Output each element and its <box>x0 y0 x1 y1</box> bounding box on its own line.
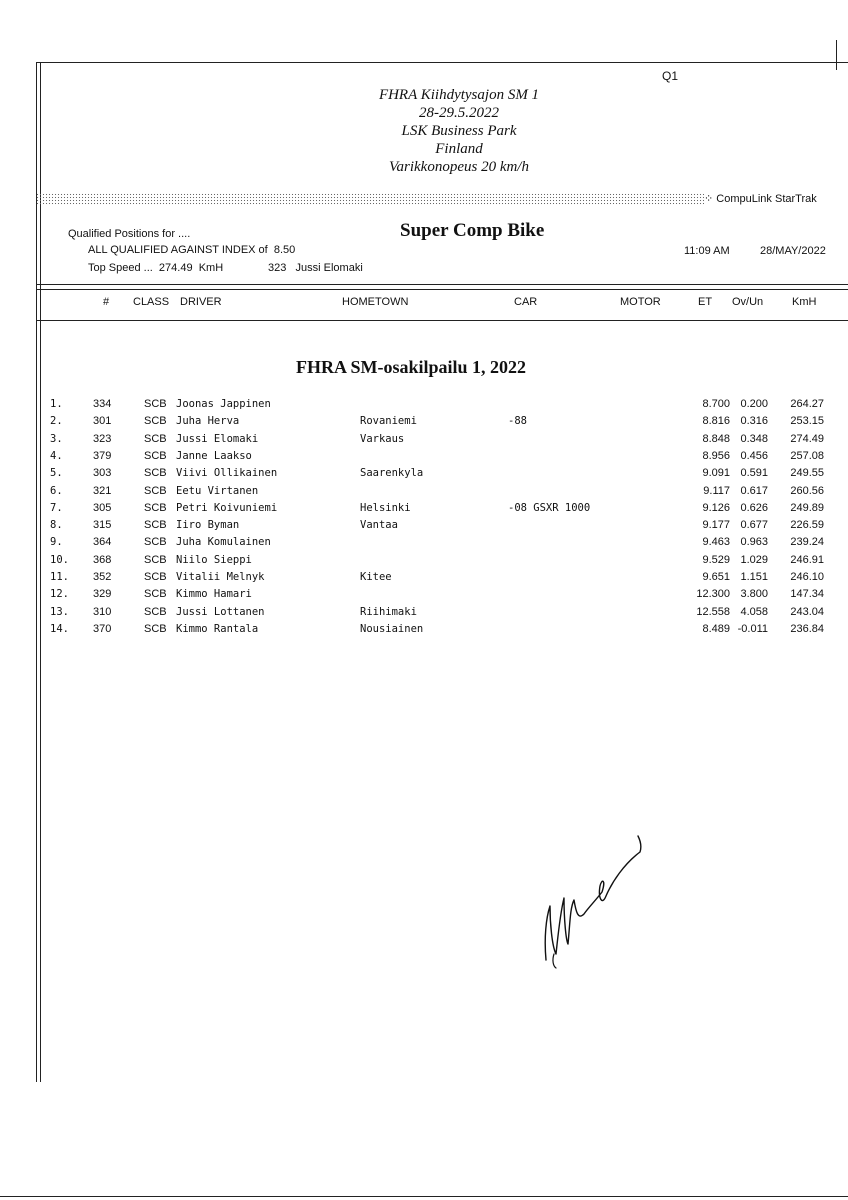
cell-ovun: 4.058 <box>740 605 768 618</box>
cell-driver: Juha Komulainen <box>176 536 271 549</box>
cell-cls: SCB <box>144 415 167 428</box>
table-row <box>0 450 848 467</box>
header-rule-1 <box>36 284 848 285</box>
cell-pos: 11. <box>50 571 69 583</box>
cell-ovun: 0.677 <box>740 519 768 532</box>
cell-ovun: 0.456 <box>740 449 768 462</box>
cell-num: 379 <box>93 449 112 462</box>
top-speed-holder: 323 Jussi Elomaki <box>268 262 363 274</box>
cell-et: 9.126 <box>702 501 730 514</box>
col-header-hometown: HOMETOWN <box>342 296 409 308</box>
cell-num: 364 <box>93 536 112 549</box>
table-row <box>0 467 848 484</box>
cell-cls: SCB <box>144 622 167 635</box>
cell-kmh: 264.27 <box>790 398 824 410</box>
cell-cls: SCB <box>144 501 167 514</box>
bottom-rule <box>0 1196 848 1197</box>
software-name: CompuLink StarTrak <box>716 193 817 205</box>
report-time: 11:09 AM <box>684 245 730 257</box>
table-row <box>0 536 848 553</box>
dotted-band <box>36 193 704 205</box>
cell-hometown: Riihimaki <box>360 605 417 618</box>
cell-hometown: Helsinki <box>360 501 411 514</box>
cell-cls: SCB <box>144 588 167 601</box>
cell-et: 9.529 <box>702 553 730 566</box>
cell-pos: 10. <box>50 553 69 566</box>
section-title: FHRA SM-osakilpailu 1, 2022 <box>296 357 527 377</box>
cell-driver: Vitalii Melnyk <box>176 571 265 583</box>
cell-driver: Eetu Virtanen <box>176 484 259 497</box>
cell-num: 329 <box>93 588 112 601</box>
cell-cls: SCB <box>144 536 167 549</box>
cell-num: 370 <box>93 622 112 635</box>
cell-ovun: 1.151 <box>740 571 768 583</box>
cell-car: -08 GSXR 1000 <box>508 501 591 514</box>
event-country: Finland <box>435 141 483 157</box>
table-row <box>0 433 848 450</box>
top-speed-line: Top Speed ... 274.49 KmH <box>88 262 224 274</box>
cell-num: 352 <box>93 571 112 583</box>
cell-pos: 9. <box>50 536 63 549</box>
event-venue: LSK Business Park <box>401 123 517 139</box>
cell-pos: 14. <box>50 622 69 635</box>
cell-kmh: 236.84 <box>790 622 824 635</box>
cell-kmh: 226.59 <box>790 519 824 532</box>
cell-cls: SCB <box>144 432 167 445</box>
cell-driver: Niilo Sieppi <box>176 553 252 566</box>
cell-driver: Jussi Elomaki <box>176 432 259 445</box>
cell-kmh: 246.10 <box>790 571 824 583</box>
cell-pos: 1. <box>50 398 63 410</box>
table-row <box>0 485 848 502</box>
cell-driver: Jussi Lottanen <box>176 605 265 618</box>
cell-kmh: 257.08 <box>790 449 824 462</box>
cell-et: 9.117 <box>703 484 730 497</box>
event-header <box>0 86 848 176</box>
top-rule <box>36 62 848 63</box>
table-row <box>0 398 848 415</box>
qualified-positions-label: Qualified Positions for .... <box>68 228 191 240</box>
event-name: FHRA Kiihdytysajon SM 1 <box>378 87 540 103</box>
cell-pos: 2. <box>50 415 63 428</box>
cell-et: 9.463 <box>702 536 730 549</box>
cell-kmh: 260.56 <box>790 484 824 497</box>
cell-hometown: Vantaa <box>360 519 398 532</box>
cell-driver: Joonas Jappinen <box>176 398 271 410</box>
cell-num: 334 <box>93 398 112 410</box>
cell-kmh: 253.15 <box>790 415 824 428</box>
cell-num: 321 <box>93 484 112 497</box>
cell-kmh: 274.49 <box>790 432 824 445</box>
table-row <box>0 502 848 519</box>
cell-num: 305 <box>93 501 112 514</box>
cell-ovun: 0.316 <box>740 415 768 428</box>
cell-ovun: 1.029 <box>740 553 768 566</box>
cell-num: 323 <box>93 432 112 445</box>
cell-ovun: 0.591 <box>740 467 768 480</box>
right-edge-line <box>836 40 837 70</box>
cell-et: 9.091 <box>702 467 730 480</box>
cell-pos: 6. <box>50 484 63 497</box>
cell-cls: SCB <box>144 553 167 566</box>
cell-ovun: 0.626 <box>740 501 768 514</box>
cell-cls: SCB <box>144 571 167 583</box>
col-header-et: ET <box>698 296 713 308</box>
cell-cls: SCB <box>144 484 167 497</box>
cell-driver: Kimmo Rantala <box>176 622 259 635</box>
report-date: 28/MAY/2022 <box>760 245 826 257</box>
cell-pos: 7. <box>50 501 63 514</box>
cell-cls: SCB <box>144 467 167 480</box>
cell-pos: 4. <box>50 449 63 462</box>
table-row <box>0 571 848 588</box>
cell-et: 8.816 <box>702 415 730 428</box>
cell-num: 315 <box>93 519 112 532</box>
cell-kmh: 249.89 <box>790 501 824 514</box>
cell-driver: Viivi Ollikainen <box>176 467 278 480</box>
event-note: Varikkonopeus 20 km/h <box>389 159 529 175</box>
cell-cls: SCB <box>144 449 167 462</box>
cell-et: 12.558 <box>696 605 730 618</box>
cell-num: 303 <box>93 467 112 480</box>
cell-pos: 13. <box>50 605 69 618</box>
cell-kmh: 147.34 <box>790 588 824 601</box>
class-title: Super Comp Bike <box>400 220 545 241</box>
cell-pos: 3. <box>50 432 63 445</box>
cell-kmh: 249.55 <box>790 467 824 480</box>
software-credit <box>704 192 817 205</box>
cell-cls: SCB <box>144 519 167 532</box>
cell-driver: Kimmo Hamari <box>176 588 252 601</box>
cell-driver: Juha Herva <box>176 415 240 428</box>
col-header-ovun: Ov/Un <box>732 296 764 308</box>
cell-hometown: Rovaniemi <box>360 415 417 428</box>
cell-et: 9.177 <box>702 519 730 532</box>
table-row <box>0 588 848 605</box>
table-row <box>0 519 848 536</box>
cell-num: 368 <box>93 553 112 566</box>
cell-et: 9.651 <box>702 571 730 583</box>
cell-hometown: Kitee <box>360 571 392 583</box>
col-header-number: # <box>103 296 110 308</box>
cell-cls: SCB <box>144 398 167 410</box>
header-rule-2 <box>36 289 848 290</box>
cell-ovun: 0.348 <box>740 432 768 445</box>
cell-kmh: 239.24 <box>790 536 824 549</box>
cell-et: 8.489 <box>702 622 730 635</box>
cell-num: 301 <box>93 415 112 428</box>
table-row <box>0 554 848 571</box>
cell-ovun: 0.963 <box>740 536 768 549</box>
cell-et: 8.700 <box>702 398 730 410</box>
qualifier-code: Q1 <box>662 69 679 83</box>
table-row <box>0 606 848 623</box>
bullet-icon: ⁘ <box>704 193 717 205</box>
cell-num: 310 <box>93 605 112 618</box>
cell-et: 8.848 <box>702 432 730 445</box>
cell-car: -88 <box>508 415 527 428</box>
col-header-class: CLASS <box>133 296 170 308</box>
cell-cls: SCB <box>144 605 167 618</box>
cell-ovun: -0.011 <box>737 622 768 635</box>
index-line: ALL QUALIFIED AGAINST INDEX of 8.50 <box>88 244 296 256</box>
column-rule <box>36 320 848 321</box>
cell-hometown: Nousiainen <box>360 622 424 635</box>
cell-ovun: 3.800 <box>740 588 768 601</box>
col-header-motor: MOTOR <box>620 296 661 308</box>
cell-ovun: 0.617 <box>740 484 768 497</box>
cell-et: 8.956 <box>702 449 730 462</box>
cell-hometown: Varkaus <box>360 432 405 445</box>
cell-pos: 5. <box>50 467 63 480</box>
cell-pos: 8. <box>50 519 63 532</box>
col-header-driver: DRIVER <box>180 296 222 308</box>
cell-kmh: 246.91 <box>790 553 824 566</box>
cell-hometown: Saarenkyla <box>360 467 424 480</box>
col-header-car: CAR <box>514 296 538 308</box>
cell-driver: Janne Laakso <box>176 449 252 462</box>
table-row <box>0 415 848 432</box>
cell-et: 12.300 <box>696 588 730 601</box>
signature <box>540 828 650 970</box>
cell-pos: 12. <box>50 588 69 601</box>
event-dates: 28-29.5.2022 <box>419 105 499 121</box>
cell-kmh: 243.04 <box>790 605 824 618</box>
table-row <box>0 623 848 640</box>
cell-driver: Petri Koivuniemi <box>176 501 278 514</box>
cell-driver: Iiro Byman <box>176 519 240 532</box>
col-header-kmh: KmH <box>792 296 817 308</box>
cell-ovun: 0.200 <box>740 398 768 410</box>
